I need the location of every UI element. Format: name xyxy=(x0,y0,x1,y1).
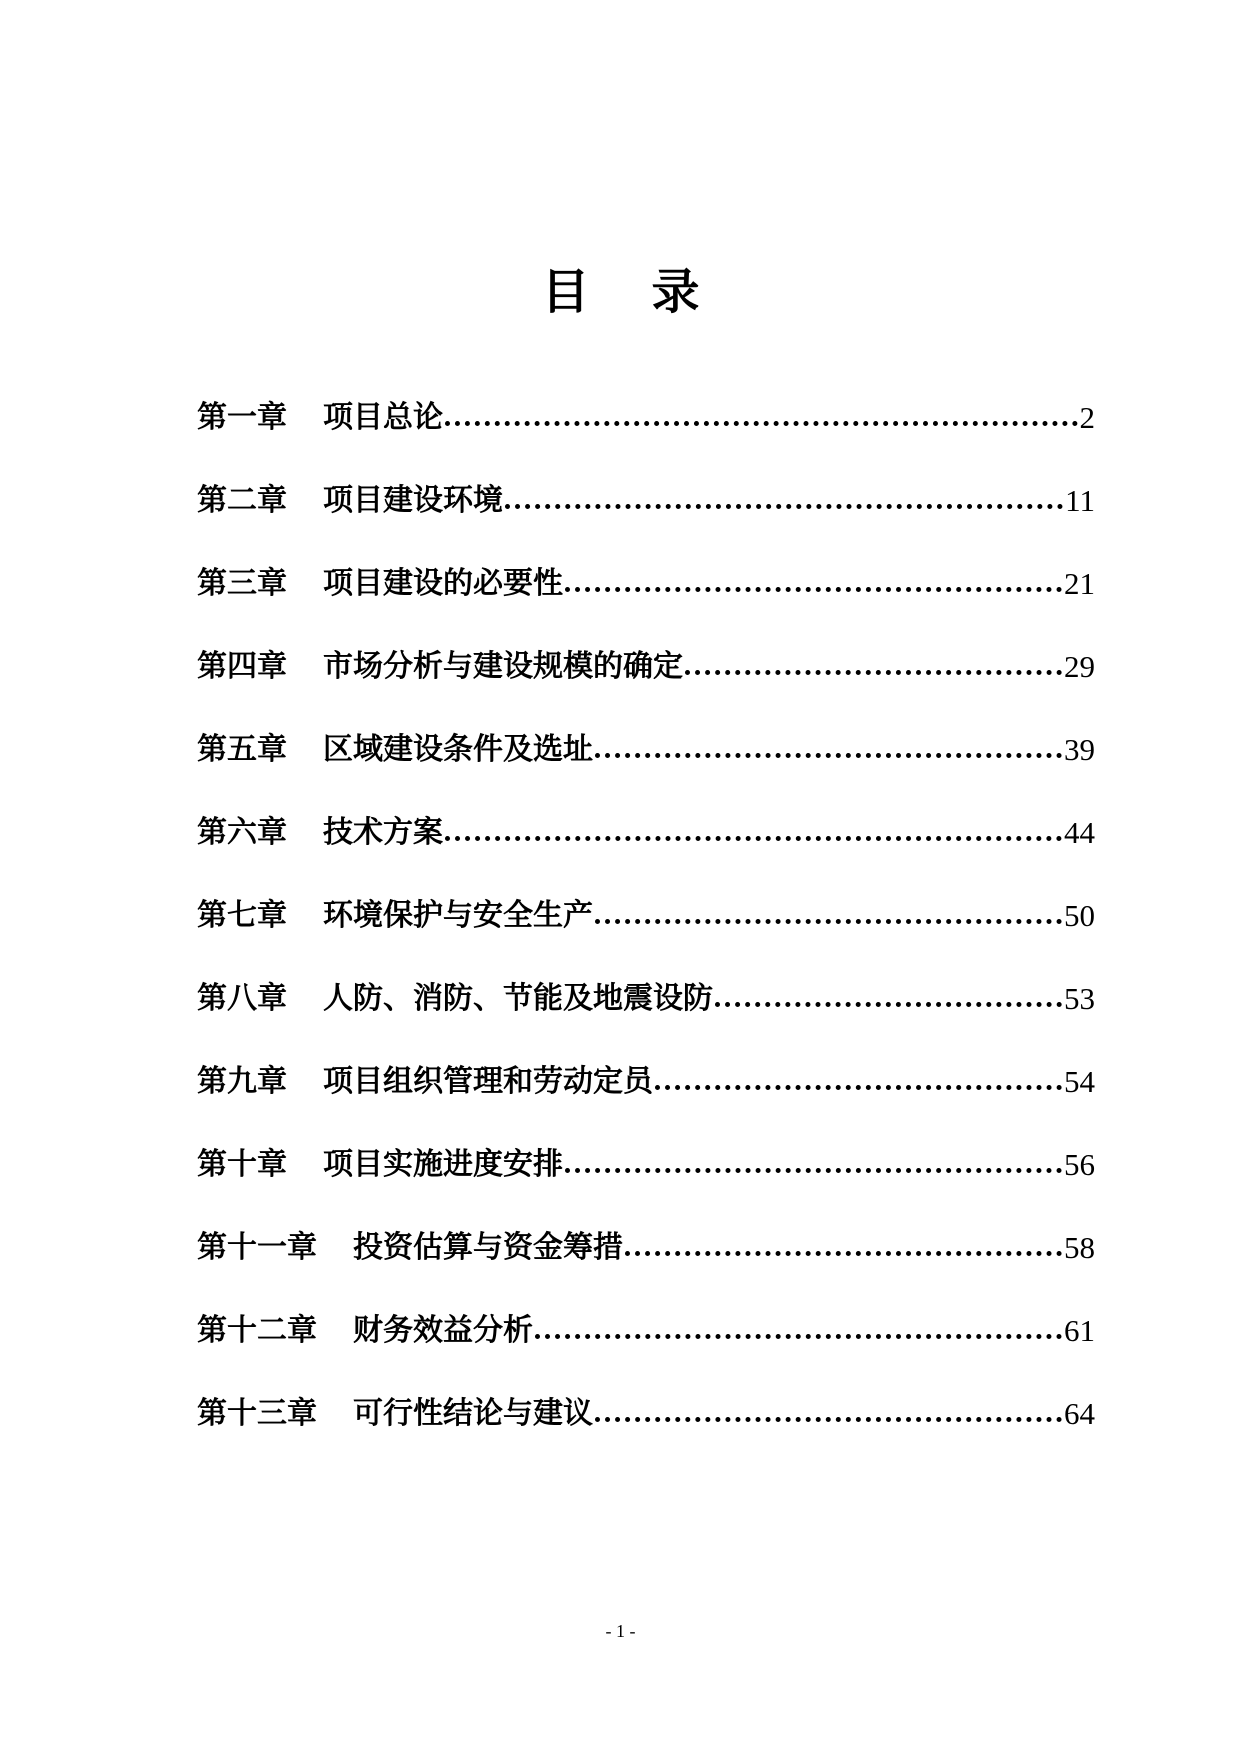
toc-entry-2[interactable] xyxy=(197,438,1095,521)
toc-page-number: 58 xyxy=(1064,1230,1095,1265)
toc-chapter-title: 财务效益分析 xyxy=(353,1313,533,1348)
toc-entry-8[interactable] xyxy=(197,936,1095,1019)
toc-chapter-title: 项目总论 xyxy=(323,400,443,435)
toc-chapter-number: 第十三章 xyxy=(197,1396,317,1431)
toc-chapter-title: 人防、消防、节能及地震设防 xyxy=(323,981,713,1016)
toc-chapter-number: 第六章 xyxy=(197,815,287,850)
page-title-right: 录 xyxy=(651,264,700,320)
toc-page-number: 61 xyxy=(1064,1313,1095,1348)
toc-entry-9[interactable] xyxy=(197,1019,1095,1102)
page-title xyxy=(0,262,1241,322)
toc-dot-leader xyxy=(713,979,1064,1019)
page-number-footer: - 1 - xyxy=(605,1621,636,1641)
toc-page-number: 21 xyxy=(1064,566,1095,601)
toc-page-number: 29 xyxy=(1064,649,1095,684)
toc-entry-11[interactable] xyxy=(197,1185,1095,1268)
toc-entry-6[interactable] xyxy=(197,770,1095,853)
toc-entry-13[interactable] xyxy=(197,1351,1095,1434)
toc-dot-leader xyxy=(593,896,1064,936)
toc-chapter-title: 环境保护与安全生产 xyxy=(323,898,593,933)
toc-chapter-title: 项目建设环境 xyxy=(323,483,503,518)
toc-chapter-title: 项目建设的必要性 xyxy=(323,566,563,601)
toc-dot-leader xyxy=(443,398,1080,438)
toc-chapter-number: 第十二章 xyxy=(197,1313,317,1348)
toc-chapter-number: 第八章 xyxy=(197,981,287,1016)
toc-chapter-title: 可行性结论与建议 xyxy=(353,1396,593,1431)
toc-dot-leader xyxy=(593,730,1064,770)
toc-chapter-number: 第九章 xyxy=(197,1064,287,1099)
toc-page-number: 56 xyxy=(1064,1147,1095,1182)
toc-chapter-number: 第三章 xyxy=(197,566,287,601)
toc-chapter-title: 项目组织管理和劳动定员 xyxy=(323,1064,653,1099)
toc-page-number: 39 xyxy=(1064,732,1095,767)
toc-chapter-number: 第四章 xyxy=(197,649,287,684)
toc-chapter-title: 投资估算与资金筹措 xyxy=(353,1230,623,1265)
toc-entry-5[interactable] xyxy=(197,687,1095,770)
toc-entry-10[interactable] xyxy=(197,1102,1095,1185)
toc-entry-1[interactable] xyxy=(197,355,1095,438)
toc-chapter-title: 项目实施进度安排 xyxy=(323,1147,563,1182)
toc-entry-4[interactable] xyxy=(197,604,1095,687)
toc-page-number: 44 xyxy=(1064,815,1095,850)
toc-dot-leader xyxy=(443,813,1064,853)
toc-chapter-number: 第一章 xyxy=(197,400,287,435)
toc-dot-leader xyxy=(563,564,1064,604)
toc-page-number: 2 xyxy=(1079,400,1095,435)
toc-entry-3[interactable] xyxy=(197,521,1095,604)
toc-dot-leader xyxy=(653,1062,1064,1102)
toc-chapter-title: 技术方案 xyxy=(323,815,443,850)
table-of-contents xyxy=(197,355,1095,1434)
toc-page-number: 11 xyxy=(1065,483,1095,518)
toc-page-number: 64 xyxy=(1064,1396,1095,1431)
toc-page-number: 54 xyxy=(1064,1064,1095,1099)
toc-dot-leader xyxy=(533,1311,1064,1351)
toc-entry-12[interactable] xyxy=(197,1268,1095,1351)
toc-chapter-title: 市场分析与建设规模的确定 xyxy=(323,649,683,684)
toc-chapter-title: 区域建设条件及选址 xyxy=(323,732,593,767)
page-title-left: 目 xyxy=(541,264,590,320)
toc-dot-leader xyxy=(683,647,1064,687)
toc-entry-7[interactable] xyxy=(197,853,1095,936)
toc-chapter-number: 第十一章 xyxy=(197,1230,317,1265)
toc-page-number: 53 xyxy=(1064,981,1095,1016)
toc-dot-leader xyxy=(593,1394,1064,1434)
toc-dot-leader xyxy=(503,481,1065,521)
toc-dot-leader xyxy=(623,1228,1064,1268)
toc-dot-leader xyxy=(563,1145,1064,1185)
toc-chapter-number: 第二章 xyxy=(197,483,287,518)
toc-chapter-number: 第十章 xyxy=(197,1147,287,1182)
toc-chapter-number: 第七章 xyxy=(197,898,287,933)
toc-page-number: 50 xyxy=(1064,898,1095,933)
toc-chapter-number: 第五章 xyxy=(197,732,287,767)
